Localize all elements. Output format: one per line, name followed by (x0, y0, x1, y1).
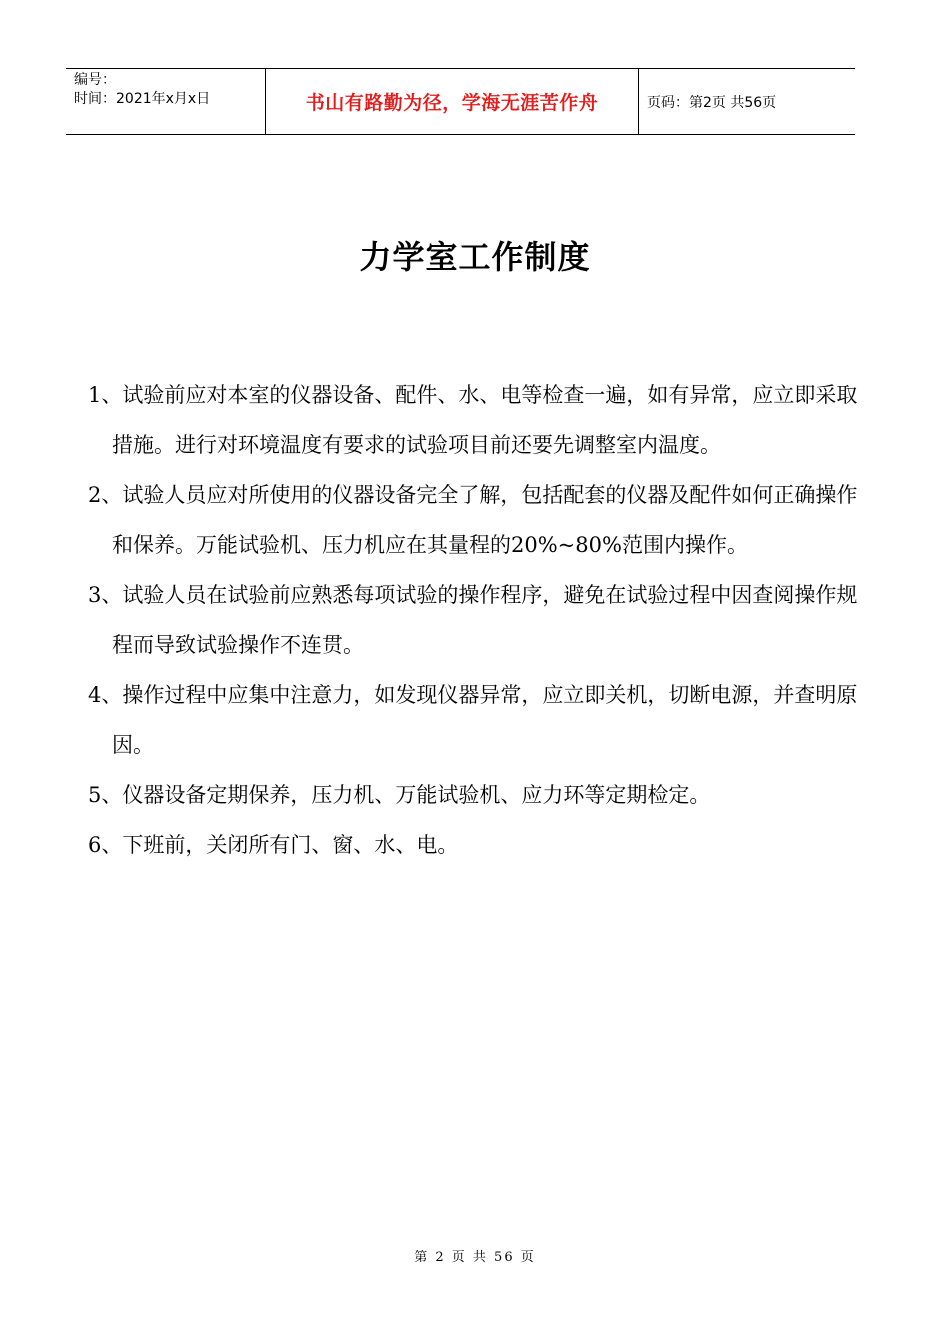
time-label: 时间：2021年x月x日 (74, 91, 211, 107)
document-body (88, 370, 858, 870)
list-item: 6、下班前，关闭所有门、窗、水、电。 (88, 833, 459, 857)
list-item: 1、试验前应对本室的仪器设备、配件、水、电等检查一遍，如有异常，应立即采取措施。进行对环境温度有要求的试验项目前还要先调整室内温度。 (88, 383, 858, 457)
header-motto: 书山有路勤为径，学海无涯苦作舟 (266, 69, 639, 134)
list-item: 4、操作过程中应集中注意力，如发现仪器异常，应立即关机，切断电源，并查明原因。 (88, 683, 858, 757)
list-item: 3、试验人员在试验前应熟悉每项试验的操作程序，避免在试验过程中因查阅操作规程而导致试验操作不连贯。 (88, 583, 858, 657)
page-header (66, 68, 855, 135)
number-label: 编号： (74, 72, 116, 88)
page-footer: 第 2 页 共 56 页 (414, 1250, 536, 1265)
header-meta (66, 69, 266, 134)
document-title: 力学室工作制度 (359, 238, 591, 276)
list-item: 5、仪器设备定期保养，压力机、万能试验机、应力环等定期检定。 (88, 783, 711, 807)
list-item: 2、试验人员应对所使用的仪器设备完全了解，包括配套的仪器及配件如何正确操作和保养。万能试验机、压力机应在其量程的20%~80%范围内操作。 (88, 483, 858, 557)
header-page-code: 页码：第2页 共56页 (647, 94, 777, 111)
